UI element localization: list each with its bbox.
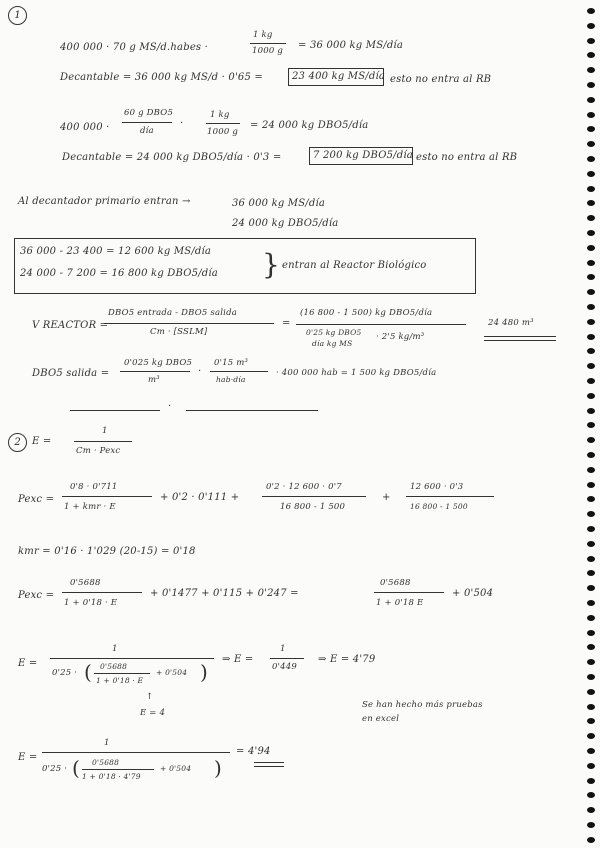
e2-mid: + 0'2 · 0'111 + — [160, 492, 240, 503]
eq8-f2-num: 0'15 m³ — [214, 358, 249, 368]
separator-line-2 — [186, 410, 318, 411]
e6-rhs: = 4'94 — [236, 746, 271, 757]
eq8-rhs: · 400 000 hab = 1 500 kg DBO5/día — [276, 368, 437, 378]
e5-den-f-num: 0'5688 — [100, 662, 128, 671]
e6-den-b: + 0'504 — [160, 764, 192, 773]
note-b: en excel — [362, 714, 400, 724]
spiral-hole — [587, 807, 595, 813]
eq7-f2-den-b: día kg MS — [312, 339, 353, 348]
e6-den-f-num: 0'5688 — [92, 758, 120, 767]
eq2-boxed: 23 400 kg MS/día — [292, 71, 386, 82]
spiral-hole — [587, 52, 595, 58]
e2-f3-bar — [406, 496, 494, 497]
eq7-f1-num: DBO5 entrada - DBO5 salida — [108, 308, 238, 318]
spiral-hole — [587, 482, 595, 488]
eq1-lhs: 400 000 · 70 g MS/d.habes · — [60, 42, 209, 53]
eq3-f1-num: 60 g DBO5 — [124, 108, 174, 118]
eq2-lhs: Decantable = 36 000 kg MS/d · 0'65 = — [60, 72, 263, 83]
eq7-lhs: V REACTOR = — [32, 320, 109, 331]
e5-arrow2: ⇒ E = 4'79 — [318, 654, 376, 665]
spiral-hole — [587, 452, 595, 458]
eq3-f1-den: día — [140, 126, 154, 136]
spiral-hole — [587, 556, 595, 562]
eq3-dot: · — [180, 118, 184, 129]
spiral-hole — [587, 526, 595, 532]
eq1-frac-den: 1000 g — [252, 46, 283, 56]
note-a: Se han hecho más pruebas — [362, 700, 483, 710]
e5-paren-close: ) — [200, 660, 209, 684]
e1-bar — [74, 441, 132, 442]
eq3-f2-den: 1000 g — [207, 127, 238, 137]
e6-paren-close: ) — [214, 756, 223, 780]
spiral-hole — [587, 718, 595, 724]
spiral-hole — [587, 541, 595, 547]
e3-text: kmr = 0'16 · 1'029 (20-15) = 0'18 — [18, 546, 196, 557]
e2-f2-num: 0'2 · 12 600 · 0'7 — [266, 482, 342, 492]
spiral-hole — [587, 615, 595, 621]
eq8-f1-den: m³ — [148, 375, 160, 385]
e4-mid: + 0'1477 + 0'115 + 0'247 = — [150, 588, 299, 599]
e1-den: Cm · Pexc — [76, 446, 121, 456]
eq7-f1-den: Cm · [SSLM] — [150, 327, 208, 337]
spiral-hole — [587, 630, 595, 636]
spiral-hole — [587, 97, 595, 103]
spiral-hole — [587, 289, 595, 295]
eq1-frac-num: 1 kg — [253, 30, 273, 40]
spiral-hole — [587, 67, 595, 73]
eq7-f2-bar — [296, 324, 466, 325]
spiral-hole — [587, 38, 595, 44]
e5-bar — [50, 658, 214, 659]
spiral-binding — [584, 0, 598, 848]
eq7-underline-2 — [484, 340, 556, 341]
e1-num: 1 — [102, 426, 108, 436]
spiral-hole — [587, 644, 595, 650]
spiral-hole — [587, 112, 595, 118]
eq3-lhs: 400 000 · — [60, 122, 110, 133]
eq1-rhs: = 36 000 kg MS/día — [298, 40, 403, 51]
eq4-rhs: esto no entra al RB — [416, 152, 518, 163]
spiral-hole — [587, 837, 595, 843]
spiral-hole — [587, 496, 595, 502]
spiral-hole — [587, 348, 595, 354]
spiral-hole — [587, 600, 595, 606]
eq7-rhs: 24 480 m³ — [488, 318, 534, 328]
spiral-hole — [587, 274, 595, 280]
e5-paren-open: ( — [84, 660, 93, 684]
e6-den-a: 0'25 · — [42, 764, 68, 774]
e4-lhs: Pexc = — [18, 590, 55, 601]
spiral-hole — [587, 674, 595, 680]
eq8-f2-den: hab·día — [216, 375, 246, 384]
e2-lhs: Pexc = — [18, 494, 55, 505]
spiral-hole — [587, 304, 595, 310]
eq8-f1-num: 0'025 kg DBO5 — [124, 358, 193, 368]
spiral-hole — [587, 822, 595, 828]
eq2-rhs: esto no entra al RB — [390, 74, 492, 85]
e5-guess: E = 4 — [140, 708, 166, 718]
spiral-hole — [587, 215, 595, 221]
e6-lhs: E = — [18, 752, 38, 763]
spiral-hole — [587, 230, 595, 236]
spiral-hole — [587, 704, 595, 710]
e2-f1-den: 1 + kmr · E — [64, 502, 116, 512]
e2-f2-bar — [262, 496, 366, 497]
e5-r-num: 1 — [280, 644, 286, 654]
eq5-a: 36 000 kg MS/día — [232, 198, 326, 209]
eq3-f1-bar — [122, 122, 172, 123]
e4-f2-den: 1 + 0'18 E — [376, 598, 424, 608]
e2-f1-bar — [62, 496, 152, 497]
eq5-b: 24 000 kg DBO5/día — [232, 218, 339, 229]
eq7-f1-bar — [104, 323, 274, 324]
spiral-hole — [587, 689, 595, 695]
e5-r-bar — [270, 658, 304, 659]
e5-r-den: 0'449 — [272, 662, 297, 672]
spiral-hole — [587, 82, 595, 88]
eq7-eq: = — [282, 318, 291, 329]
eq3-rhs: = 24 000 kg DBO5/día — [250, 120, 369, 131]
eq8-dot: · — [198, 366, 202, 377]
e6-bar — [42, 752, 230, 753]
e4-f1-den: 1 + 0'18 · E — [64, 598, 118, 608]
spiral-hole — [587, 8, 595, 14]
eq8-f1-bar — [120, 371, 190, 372]
e2-f3-num: 12 600 · 0'3 — [410, 482, 464, 492]
e6-underline-2 — [254, 766, 284, 767]
spiral-hole — [587, 778, 595, 784]
e6-underline-1 — [254, 762, 284, 763]
spiral-hole — [587, 334, 595, 340]
eq3-f2-num: 1 kg — [210, 110, 230, 120]
spiral-hole — [587, 245, 595, 251]
spiral-hole — [587, 659, 595, 665]
eq6-brace: } — [262, 248, 281, 281]
e1-lhs: E = — [32, 436, 52, 447]
spiral-hole — [587, 186, 595, 192]
eq5-lhs: Al decantador primario entran → — [18, 196, 191, 207]
spiral-hole — [587, 733, 595, 739]
e5-num: 1 — [112, 644, 118, 654]
eq8-lhs: DBO5 salida = — [32, 368, 110, 379]
eq8-f2-bar — [210, 371, 268, 372]
eq4-boxed: 7 200 kg DBO5/día — [313, 150, 413, 161]
e6-den-f-den: 1 + 0'18 · 4'79 — [82, 772, 141, 781]
e6-paren-open: ( — [72, 756, 81, 780]
eq7-underline-1 — [484, 336, 556, 337]
e2-f3-den: 16 800 - 1 500 — [410, 502, 468, 511]
spiral-hole — [587, 748, 595, 754]
eq3-f2-bar — [206, 123, 240, 124]
separator-dot: · — [168, 401, 172, 412]
eq7-f2-den-a: 0'25 kg DBO5 — [306, 328, 362, 337]
spiral-hole — [587, 141, 595, 147]
spiral-hole — [587, 156, 595, 162]
e5-den-b: + 0'504 — [156, 668, 188, 677]
spiral-hole — [587, 511, 595, 517]
spiral-hole — [587, 408, 595, 414]
e4-f1-bar — [62, 592, 142, 593]
spiral-hole — [587, 378, 595, 384]
section-2-label: 2 — [8, 433, 27, 452]
eq6-a: 36 000 - 23 400 = 12 600 kg MS/día — [20, 246, 212, 257]
e4-rhs: + 0'504 — [452, 588, 494, 599]
separator-line-1 — [70, 410, 160, 411]
spiral-hole — [587, 200, 595, 206]
spiral-hole — [587, 363, 595, 369]
e5-den-f-bar — [94, 673, 150, 674]
spiral-hole — [587, 570, 595, 576]
eq4-lhs: Decantable = 24 000 kg DBO5/día · 0'3 = — [62, 152, 282, 163]
spiral-hole — [587, 319, 595, 325]
e5-lhs: E = — [18, 658, 38, 669]
e2-plus: + — [382, 492, 391, 503]
eq1-frac-bar — [250, 43, 286, 44]
spiral-hole — [587, 23, 595, 29]
eq6-note: entran al Reactor Biológico — [282, 260, 427, 271]
spiral-hole — [587, 792, 595, 798]
spiral-hole — [587, 260, 595, 266]
e4-f1-num: 0'5688 — [70, 578, 101, 588]
section-1-label: 1 — [8, 6, 27, 25]
e5-den-f-den: 1 + 0'18 · E — [96, 676, 144, 685]
spiral-hole — [587, 422, 595, 428]
spiral-hole — [587, 585, 595, 591]
spiral-hole — [587, 763, 595, 769]
spiral-hole — [587, 171, 595, 177]
eq6-b: 24 000 - 7 200 = 16 800 kg DBO5/día — [20, 268, 218, 279]
e2-f2-den: 16 800 - 1 500 — [280, 502, 346, 512]
spiral-hole — [587, 467, 595, 473]
e2-f1-num: 0'8 · 0'711 — [70, 482, 118, 492]
e6-den-f-bar — [82, 769, 154, 770]
spiral-hole — [587, 437, 595, 443]
spiral-hole — [587, 393, 595, 399]
e5-den-a: 0'25 · — [52, 668, 78, 678]
eq7-f2-den-c: · 2'5 kg/m³ — [376, 332, 425, 342]
eq7-f2-num: (16 800 - 1 500) kg DBO5/día — [300, 308, 433, 318]
e4-f2-bar — [374, 592, 444, 593]
e5-arrow: ⇒ E = — [222, 654, 254, 665]
e5-guess-arrow: ↑ — [146, 692, 154, 702]
spiral-hole — [587, 126, 595, 132]
e6-num: 1 — [104, 738, 110, 748]
e4-f2-num: 0'5688 — [380, 578, 411, 588]
